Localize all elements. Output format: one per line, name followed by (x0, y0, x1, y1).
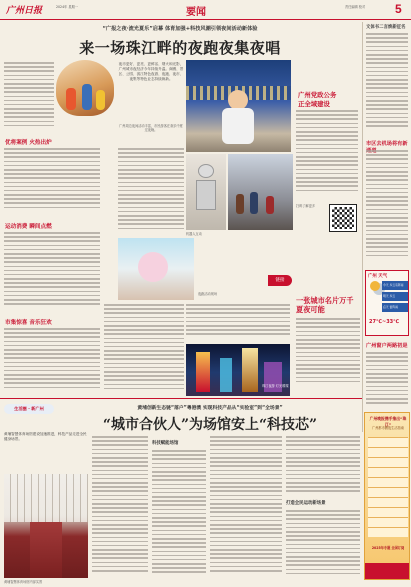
weather-row: 明天 多云 (382, 292, 408, 301)
bottom-headline: “城市合伙人”为场馆安上“科技芯” (102, 417, 318, 433)
bottom-body-4 (286, 436, 360, 496)
qr-code[interactable] (330, 205, 356, 231)
corridor-photo (4, 474, 88, 578)
runners-photo (56, 60, 114, 116)
center-body-1 (118, 148, 184, 236)
photo-caption-1: 广州周边夜间活动丰富，市民游客在欢乐中度过夜晚。 (119, 124, 183, 133)
left-body-text-2 (4, 148, 100, 216)
bottom-intro: 黄埔智慧体育场馆建设加速推进，科技产品走进全民健身场景。 (4, 432, 87, 441)
crowd-photo (228, 154, 293, 230)
left-body-text-1 (4, 62, 54, 132)
link-badge: 链接 (268, 275, 292, 286)
right-advertisement[interactable] (364, 412, 410, 580)
page-number: 5 (395, 2, 402, 16)
ad-grid (368, 437, 408, 537)
ad-title: 广州晚报携手推出“珠江” (369, 416, 407, 427)
top-story-kicker: “广报之夜·流光夏乐”启幕 体育加强+科技风潮引领夜间活动新体验 (102, 26, 258, 32)
bottom-body-2 (152, 450, 206, 578)
left-subhead-3: 市集惊喜 音乐狂欢 (5, 320, 52, 326)
bottom-tag: 生活圈 · 新广州 (4, 404, 54, 414)
center-body-2 (104, 304, 184, 396)
side-story-body (296, 318, 360, 388)
newspaper-logo: 广州日报 (6, 6, 43, 16)
mid-right-body (296, 110, 358, 200)
ad-subtitle: 广州都市圈夜生活指南 (372, 426, 404, 430)
right-body-1 (366, 33, 408, 133)
bottom-subhead-2: 打造全民运动新场景 (286, 501, 326, 506)
right-body-3 (366, 352, 408, 408)
center-quote: 夜市更好、更亮、更鲜活、烟火和光影，广州城市夜经济今年持续升温。商圈、景区、公园、滨江特色夜游、夜跑、夜市、夜集等特色业态持续焕新。 (118, 62, 184, 81)
center-body-3 (186, 304, 290, 340)
section-title: 要闻 (186, 7, 206, 18)
weather-row: 今天 多云有阵雨 (382, 281, 408, 290)
weather-title: 广州 天气 (368, 274, 388, 279)
bottom-subhead-1: 科技赋能场馆 (152, 441, 179, 446)
editor-info: 责任编辑 校对 (345, 5, 366, 9)
mid-right-head-2: 正全域建设 (298, 100, 330, 108)
bottom-body-5 (286, 510, 360, 578)
bottom-body-3 (210, 436, 282, 578)
date-line: 2024年 星期一 (56, 5, 78, 9)
weather-row: 后天 雷阵雨 (382, 303, 408, 312)
bottom-body-1 (92, 436, 148, 578)
ad-price: 2025年专题 全国订阅 (371, 546, 405, 550)
ad-footer-bar (365, 563, 409, 579)
photo-caption-2: 夜跑活动现场 (198, 292, 218, 296)
robot-caption: 机器人互动 (186, 232, 202, 236)
right-headline-1: 市区去机场将有新 (366, 141, 408, 147)
side-story-headline: 一张城市名片万千夏夜可能 (296, 296, 354, 314)
left-subhead-2: 运动消费 瞬间点燃 (5, 224, 52, 230)
night-caption: 珠江夜游 灯光璀璨 (262, 384, 289, 388)
bottom-kicker: 黄埔创新生态链“落户”粤港澳 实现科技产品从“实验室”到“全场景” (137, 406, 283, 411)
top-story-headline: 来一场珠江畔的夜跑夜集夜唱 (79, 39, 281, 57)
qr-caption: 扫码了解更多 (296, 204, 316, 208)
left-subhead-1: 优将案例 火热出炉 (5, 140, 52, 146)
weather-temperature: 27℃~33℃ (369, 319, 400, 325)
right-headline-2: 广州窗户两路初是 (366, 343, 408, 349)
main-photo (186, 60, 291, 152)
left-body-text-3 (4, 232, 100, 314)
event-photo (118, 238, 194, 300)
right-tag: 文体书二言焕新征名 (366, 25, 406, 30)
left-body-text-4 (4, 328, 100, 396)
right-body-2 (366, 150, 408, 262)
robot-photo (186, 154, 226, 230)
corridor-caption: 黄埔智慧体育场馆内部实景 (4, 580, 43, 584)
weather-box (365, 270, 409, 336)
bottom-section-divider (0, 398, 362, 399)
masthead (0, 0, 411, 20)
right-column-divider (362, 22, 363, 432)
weather-icon (370, 281, 380, 291)
mid-right-head-1: 广州党政公务 (298, 91, 337, 99)
